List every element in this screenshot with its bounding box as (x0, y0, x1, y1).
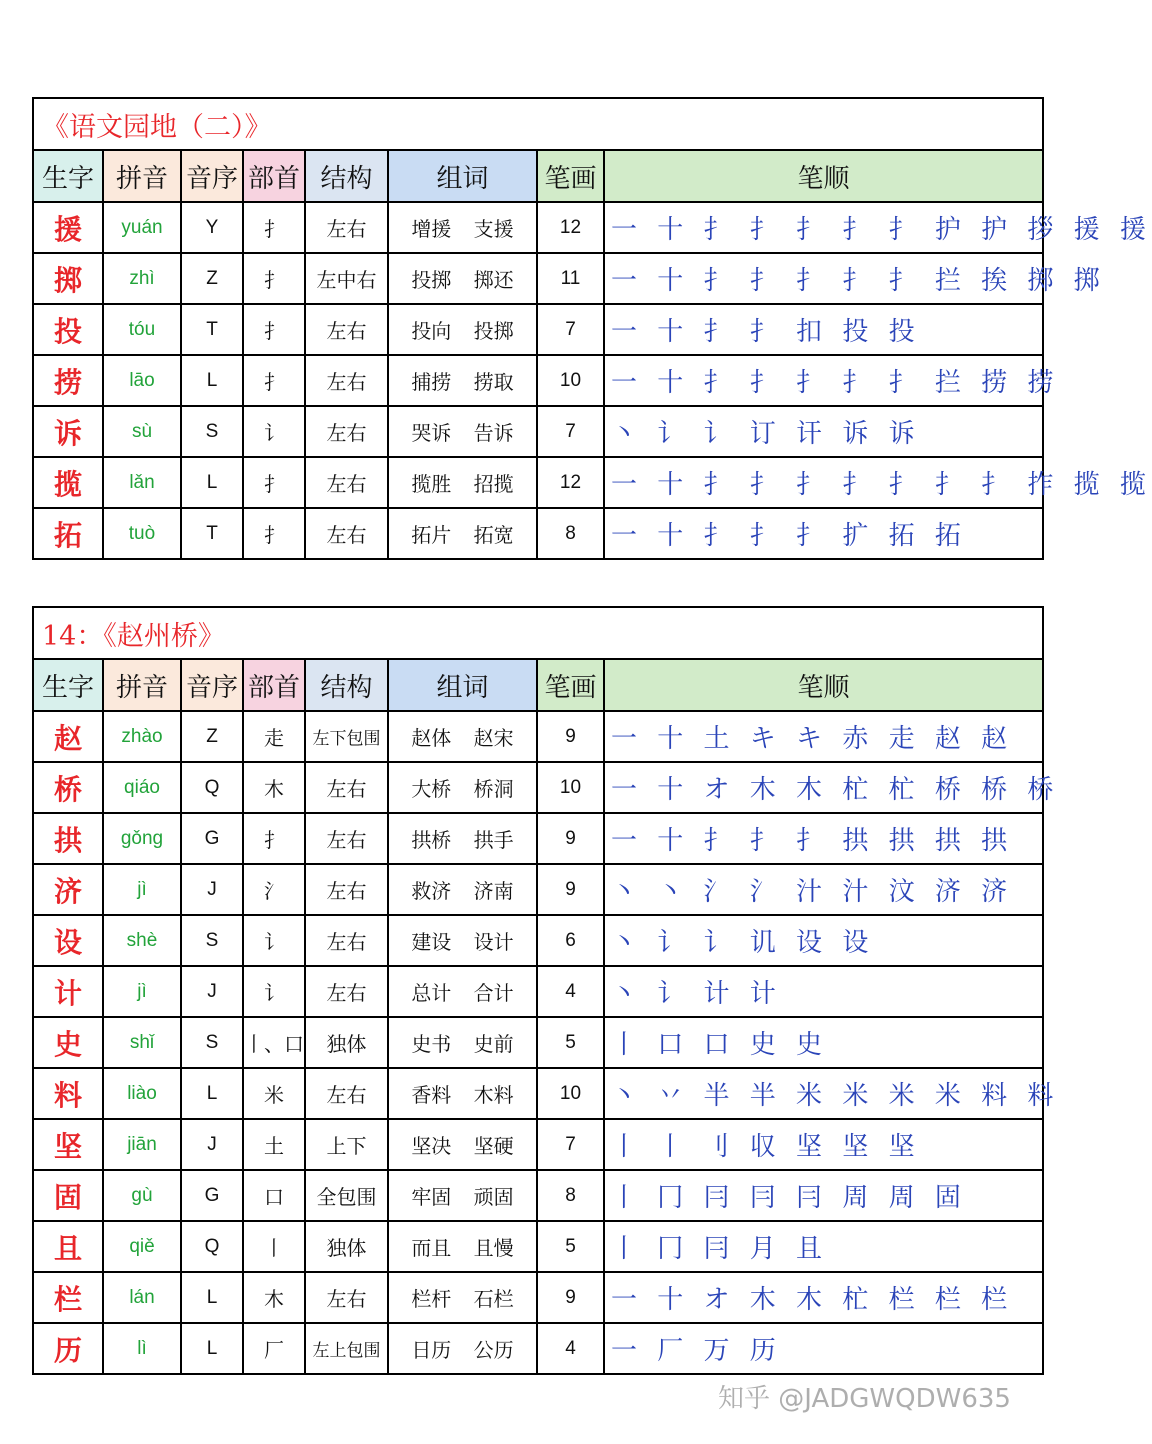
cell-bihua: 7 (537, 304, 604, 355)
cell-zuci: 大桥 桥洞 (388, 762, 537, 813)
header-yinxu: 音序 (181, 659, 243, 711)
cell-bihua: 8 (537, 508, 604, 559)
cell-zuci: 坚决 坚硬 (388, 1119, 537, 1170)
cell-bushou: 土 (243, 1119, 305, 1170)
cell-pinyin: liào (103, 1068, 181, 1119)
cell-pinyin: lǎn (103, 457, 181, 508)
cell-bishun (604, 202, 1152, 253)
cell-zi: 栏 (33, 1272, 103, 1323)
cell-yinxu: L (181, 1068, 243, 1119)
table-yuwen-yuandi (32, 97, 1152, 560)
cell-yinxu: J (181, 864, 243, 915)
cell-bushou: 讠 (243, 406, 305, 457)
cell-bihua: 9 (537, 864, 604, 915)
table-row (33, 1017, 1043, 1068)
cell-jiegou: 左右 (305, 813, 388, 864)
cell-jiegou: 上下 (305, 1119, 388, 1170)
stroke-order: 一 十 土 キ キ 赤 走 赵 赵 (611, 724, 1014, 754)
cell-zuci: 捕捞 捞取 (388, 355, 537, 406)
header-zi: 生字 (33, 659, 103, 711)
cell-bishun (604, 253, 1106, 304)
cell-zuci: 拓片 拓宽 (388, 508, 537, 559)
cell-bishun (604, 1170, 1043, 1221)
cell-jiegou: 全包围 (305, 1170, 388, 1221)
cell-bushou: 米 (243, 1068, 305, 1119)
cell-bishun (604, 1323, 1043, 1374)
cell-bushou: 扌 (243, 253, 305, 304)
cell-pinyin: lán (103, 1272, 181, 1323)
cell-yinxu: L (181, 457, 243, 508)
table-row (33, 202, 1043, 253)
cell-bishun (604, 304, 1043, 355)
table-row (33, 1221, 1043, 1272)
cell-bihua: 9 (537, 813, 604, 864)
cell-bushou: 木 (243, 1272, 305, 1323)
table-title: 14：《赵州桥》 (33, 607, 1043, 659)
cell-bushou: 扌 (243, 457, 305, 508)
header-bishun: 笔顺 (604, 150, 1043, 202)
cell-yinxu: J (181, 1119, 243, 1170)
cell-jiegou: 左右 (305, 1068, 388, 1119)
cell-bihua: 9 (537, 1272, 604, 1323)
stroke-order: 一 十 オ 木 木 杧 栏 栏 栏 (611, 1285, 1014, 1315)
cell-bihua: 8 (537, 1170, 604, 1221)
table-row (33, 253, 1043, 304)
cell-bushou: 扌 (243, 355, 305, 406)
cell-zi: 拱 (33, 813, 103, 864)
cell-yinxu: L (181, 355, 243, 406)
table-row (33, 406, 1043, 457)
cell-zuci: 而且 且慢 (388, 1221, 537, 1272)
stroke-order: 一 十 扌 扌 扌 扌 扌 拦 捞 捞 (611, 368, 1060, 398)
cell-bishun (604, 1272, 1043, 1323)
cell-zuci: 揽胜 招揽 (388, 457, 537, 508)
stroke-order: 一 十 扌 扌 扌 扌 扌 护 护 拶 援 援 (611, 215, 1152, 245)
stroke-order: 丶 讠 讠 讥 设 设 (611, 928, 875, 958)
cell-bushou: 口 (243, 1170, 305, 1221)
header-yinxu: 音序 (181, 150, 243, 202)
cell-bihua: 12 (537, 457, 604, 508)
cell-bihua: 7 (537, 1119, 604, 1170)
cell-pinyin: tuò (103, 508, 181, 559)
cell-bishun (604, 762, 1060, 813)
cell-bishun (604, 915, 1043, 966)
cell-jiegou: 左右 (305, 202, 388, 253)
stroke-order: 一 十 扌 扌 扌 扌 扌 扌 扌 拃 揽 揽 (611, 470, 1152, 500)
cell-zuci: 投掷 掷还 (388, 253, 537, 304)
cell-bushou: 木 (243, 762, 305, 813)
cell-zi: 揽 (33, 457, 103, 508)
cell-bihua: 10 (537, 762, 604, 813)
cell-zi: 投 (33, 304, 103, 355)
cell-jiegou: 左上包围 (305, 1323, 388, 1374)
cell-bishun (604, 966, 1043, 1017)
cell-bushou: 讠 (243, 915, 305, 966)
cell-yinxu: S (181, 915, 243, 966)
cell-yinxu: Z (181, 711, 243, 762)
cell-pinyin: qiáo (103, 762, 181, 813)
cell-zi: 设 (33, 915, 103, 966)
cell-zi: 桥 (33, 762, 103, 813)
cell-zi: 掷 (33, 253, 103, 304)
cell-zuci: 赵体 赵宋 (388, 711, 537, 762)
table-row (33, 1119, 1043, 1170)
cell-bishun (604, 1017, 1043, 1068)
cell-yinxu: G (181, 1170, 243, 1221)
cell-bihua: 6 (537, 915, 604, 966)
cell-pinyin: zhào (103, 711, 181, 762)
cell-pinyin: tóu (103, 304, 181, 355)
cell-pinyin: sù (103, 406, 181, 457)
cell-zuci: 增援 支援 (388, 202, 537, 253)
cell-bishun (604, 406, 1043, 457)
watermark: 知乎 @JADGWQDW635 (718, 1384, 1011, 1414)
header-bishun: 笔顺 (604, 659, 1043, 711)
cell-bushou: 扌 (243, 508, 305, 559)
cell-jiegou: 左右 (305, 915, 388, 966)
vocab-table (32, 97, 1152, 560)
cell-zuci: 日历 公历 (388, 1323, 537, 1374)
cell-yinxu: T (181, 304, 243, 355)
cell-zi: 料 (33, 1068, 103, 1119)
stroke-order: 丨 冂 冃 月 且 (611, 1234, 829, 1264)
stroke-order: 丨 口 口 史 史 (611, 1030, 829, 1060)
stroke-order: 丶 讠 计 计 (611, 979, 782, 1009)
cell-bihua: 9 (537, 711, 604, 762)
cell-pinyin: gǒng (103, 813, 181, 864)
cell-yinxu: T (181, 508, 243, 559)
cell-bihua: 5 (537, 1221, 604, 1272)
cell-bushou: 扌 (243, 304, 305, 355)
cell-jiegou: 左右 (305, 1272, 388, 1323)
header-zuci: 组词 (388, 659, 537, 711)
cell-jiegou: 左右 (305, 304, 388, 355)
cell-bishun (604, 457, 1152, 508)
cell-bihua: 4 (537, 1323, 604, 1374)
cell-bihua: 10 (537, 355, 604, 406)
cell-jiegou: 左右 (305, 864, 388, 915)
table-row (33, 457, 1043, 508)
cell-bihua: 12 (537, 202, 604, 253)
cell-pinyin: yuán (103, 202, 181, 253)
stroke-order: 一 十 オ 木 木 杧 杧 桥 桥 桥 (611, 775, 1060, 805)
cell-bishun (604, 711, 1043, 762)
cell-bushou: 厂 (243, 1323, 305, 1374)
header-bushou: 部首 (243, 659, 305, 711)
cell-jiegou: 独体 (305, 1017, 388, 1068)
cell-bushou: 丨、口 (243, 1017, 305, 1068)
table-title: 《语文园地（二）》 (33, 98, 1043, 150)
cell-jiegou: 左右 (305, 508, 388, 559)
header-zi: 生字 (33, 150, 103, 202)
stroke-order: 一 厂 万 历 (611, 1336, 782, 1366)
cell-bihua: 11 (537, 253, 604, 304)
table-row (33, 762, 1043, 813)
cell-bushou: 走 (243, 711, 305, 762)
cell-yinxu: Z (181, 253, 243, 304)
cell-bishun (604, 508, 1043, 559)
cell-yinxu: L (181, 1272, 243, 1323)
header-row (33, 150, 1043, 202)
cell-bishun (604, 1068, 1060, 1119)
cell-bishun (604, 864, 1043, 915)
cell-jiegou: 左右 (305, 762, 388, 813)
cell-pinyin: lì (103, 1323, 181, 1374)
cell-pinyin: gù (103, 1170, 181, 1221)
cell-pinyin: jiān (103, 1119, 181, 1170)
cell-pinyin: shǐ (103, 1017, 181, 1068)
table-row (33, 864, 1043, 915)
cell-yinxu: S (181, 406, 243, 457)
header-pinyin: 拼音 (103, 659, 181, 711)
header-bihua: 笔画 (537, 150, 604, 202)
cell-zi: 捞 (33, 355, 103, 406)
cell-zi: 且 (33, 1221, 103, 1272)
cell-jiegou: 左下包围 (305, 711, 388, 762)
table-row (33, 813, 1043, 864)
cell-bishun (604, 1221, 1043, 1272)
table-row (33, 711, 1043, 762)
cell-zuci: 救济 济南 (388, 864, 537, 915)
cell-zi: 计 (33, 966, 103, 1017)
cell-bushou: 扌 (243, 202, 305, 253)
stroke-order: 丨 丨 刂 収 坚 坚 坚 (611, 1132, 921, 1162)
cell-jiegou: 左右 (305, 966, 388, 1017)
cell-yinxu: G (181, 813, 243, 864)
cell-pinyin: lāo (103, 355, 181, 406)
header-bihua: 笔画 (537, 659, 604, 711)
cell-jiegou: 独体 (305, 1221, 388, 1272)
cell-zi: 援 (33, 202, 103, 253)
cell-zuci: 牢固 顽固 (388, 1170, 537, 1221)
cell-bihua: 7 (537, 406, 604, 457)
stroke-order: 丶 丶 氵 氵 汁 汁 汶 济 济 (611, 877, 1014, 907)
cell-yinxu: J (181, 966, 243, 1017)
stroke-order: 一 十 扌 扌 扌 扩 拓 拓 (611, 521, 967, 551)
cell-bishun (604, 1119, 1043, 1170)
cell-pinyin: qiě (103, 1221, 181, 1272)
table-row (33, 1323, 1043, 1374)
header-jiegou: 结构 (305, 150, 388, 202)
cell-yinxu: Q (181, 762, 243, 813)
cell-bushou: 讠 (243, 966, 305, 1017)
header-zuci: 组词 (388, 150, 537, 202)
cell-zi: 固 (33, 1170, 103, 1221)
table-row (33, 1170, 1043, 1221)
cell-yinxu: S (181, 1017, 243, 1068)
table-row (33, 1272, 1043, 1323)
cell-pinyin: shè (103, 915, 181, 966)
table-row (33, 304, 1043, 355)
table-zhaozhou-qiao (32, 606, 1060, 1375)
cell-zi: 诉 (33, 406, 103, 457)
table-row (33, 508, 1043, 559)
cell-zuci: 建设 设计 (388, 915, 537, 966)
header-row (33, 659, 1043, 711)
table-row (33, 1068, 1043, 1119)
cell-bushou: 丨 (243, 1221, 305, 1272)
cell-zuci: 投向 投掷 (388, 304, 537, 355)
cell-yinxu: Y (181, 202, 243, 253)
cell-yinxu: L (181, 1323, 243, 1374)
cell-jiegou: 左右 (305, 355, 388, 406)
cell-zi: 拓 (33, 508, 103, 559)
stroke-order: 丨 冂 冃 冃 冃 周 周 固 (611, 1183, 967, 1213)
cell-yinxu: Q (181, 1221, 243, 1272)
table-row (33, 966, 1043, 1017)
header-bushou: 部首 (243, 150, 305, 202)
cell-bihua: 10 (537, 1068, 604, 1119)
cell-zi: 济 (33, 864, 103, 915)
header-jiegou: 结构 (305, 659, 388, 711)
stroke-order: 一 十 扌 扌 扌 拱 拱 拱 拱 (611, 826, 1014, 856)
cell-bihua: 5 (537, 1017, 604, 1068)
cell-zi: 史 (33, 1017, 103, 1068)
cell-zuci: 香料 木料 (388, 1068, 537, 1119)
cell-pinyin: jì (103, 966, 181, 1017)
cell-zuci: 拱桥 拱手 (388, 813, 537, 864)
cell-zi: 赵 (33, 711, 103, 762)
cell-zi: 历 (33, 1323, 103, 1374)
cell-jiegou: 左右 (305, 457, 388, 508)
cell-pinyin: jì (103, 864, 181, 915)
cell-zi: 坚 (33, 1119, 103, 1170)
cell-bishun (604, 355, 1060, 406)
cell-jiegou: 左中右 (305, 253, 388, 304)
vocab-table (32, 606, 1060, 1375)
cell-zuci: 哭诉 告诉 (388, 406, 537, 457)
table-row (33, 915, 1043, 966)
cell-bihua: 4 (537, 966, 604, 1017)
cell-bushou: 扌 (243, 813, 305, 864)
cell-pinyin: zhì (103, 253, 181, 304)
cell-bishun (604, 813, 1043, 864)
cell-zuci: 栏杆 石栏 (388, 1272, 537, 1323)
stroke-order: 一 十 扌 扌 扣 投 投 (611, 317, 921, 347)
cell-bushou: 氵 (243, 864, 305, 915)
stroke-order: 一 十 扌 扌 扌 扌 扌 拦 挨 掷 掷 (611, 266, 1106, 296)
cell-zuci: 总计 合计 (388, 966, 537, 1017)
header-pinyin: 拼音 (103, 150, 181, 202)
table-row (33, 355, 1043, 406)
stroke-order: 丶 丷 半 半 米 米 米 米 料 料 (611, 1081, 1060, 1111)
cell-jiegou: 左右 (305, 406, 388, 457)
cell-zuci: 史书 史前 (388, 1017, 537, 1068)
stroke-order: 丶 讠 讠 订 讦 诉 诉 (611, 419, 921, 449)
